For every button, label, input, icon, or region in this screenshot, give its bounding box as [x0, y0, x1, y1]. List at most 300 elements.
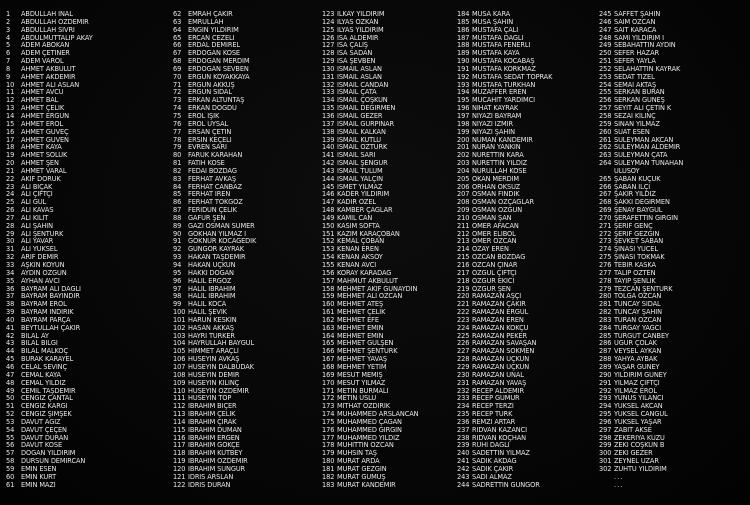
item-number: 258	[599, 112, 612, 120]
list-item	[599, 372, 725, 380]
item-number: 252	[599, 65, 612, 73]
item-name: ŞİNASİ TOKMAK	[614, 254, 665, 262]
item-name: ALİ BIÇAK	[21, 183, 53, 191]
item-number: 35	[6, 277, 15, 285]
item-number: 221	[457, 301, 470, 309]
item-name: MUHAMMED YILDIZ	[337, 434, 400, 442]
item-number: 145	[322, 183, 335, 191]
list-item	[457, 293, 583, 301]
list-item	[173, 199, 299, 207]
item-name: İSMAİL ASLAN	[337, 65, 382, 73]
item-name: METİN USLU	[337, 395, 377, 403]
list-item	[599, 223, 725, 231]
list-item	[457, 191, 583, 199]
item-name: MESUT YILMAZ	[337, 379, 386, 387]
list-item	[6, 238, 132, 246]
item-number: 131	[322, 73, 335, 81]
list-item	[173, 89, 299, 97]
list-item	[599, 411, 725, 419]
item-number: 41	[6, 324, 15, 332]
item-number: 54	[6, 426, 15, 434]
item-number: 68	[173, 58, 182, 66]
item-name: ALİ ŞAHİN	[21, 222, 53, 230]
list-item	[6, 380, 132, 388]
item-name: FEDAİ BOZDAĞ	[188, 167, 237, 175]
list-item	[173, 144, 299, 152]
item-number: 155	[322, 262, 335, 269]
item-number: 214	[457, 246, 470, 254]
list-item	[599, 466, 725, 474]
list-item	[6, 419, 132, 427]
list-item	[6, 403, 132, 411]
list-item	[599, 474, 725, 482]
list-item	[173, 50, 299, 58]
item-name: EROL IŞIK	[188, 112, 220, 120]
list-item	[457, 231, 583, 239]
item-name: İSA ŞEVBEN	[337, 58, 376, 66]
list-item	[322, 137, 448, 145]
list-item	[599, 231, 725, 239]
list-item	[173, 262, 299, 270]
list-item	[457, 254, 583, 262]
item-name: ABDÜLMUTTALİP AKAY	[21, 34, 93, 42]
list-item	[599, 317, 725, 325]
item-name: ABDULLAH ÖZDEMİR	[21, 18, 89, 26]
list-item	[322, 333, 448, 341]
item-name: SERKAN GÜNEŞ	[614, 97, 665, 105]
item-number: 202	[457, 152, 470, 160]
item-name: HÜSEYİN DALBUDAK	[188, 363, 254, 371]
item-number: 14	[6, 112, 15, 120]
list-item	[322, 458, 448, 466]
list-item	[599, 254, 725, 262]
list-item	[322, 442, 448, 450]
list-item	[599, 199, 725, 207]
list-item	[6, 19, 132, 27]
item-number: 179	[322, 450, 335, 458]
item-name: HÜSEYİN AVKAŞ	[188, 356, 240, 364]
item-name: TOLGA ÖZCAN	[614, 293, 662, 301]
list-item	[599, 129, 725, 137]
item-number: 291	[599, 379, 612, 387]
item-number: 151	[322, 230, 335, 238]
item-number: 168	[322, 363, 335, 371]
item-name: ERGÜN AKKUŞ	[188, 81, 235, 89]
item-number: 55	[6, 434, 15, 442]
item-name: ZEKERİYA KUZU	[614, 434, 665, 442]
item-number: 266	[599, 183, 612, 191]
item-name: MUHSİN TAŞ	[337, 450, 377, 458]
list-item	[599, 215, 725, 223]
list-item	[457, 435, 583, 443]
item-name: MUSA ŞAHİN	[472, 18, 514, 26]
list-item	[457, 411, 583, 419]
item-number: 213	[457, 238, 470, 246]
item-name: İSMAİL ÇOŞKUN	[337, 97, 388, 105]
list-item	[173, 435, 299, 443]
item-name: EMİN KURT	[21, 473, 57, 481]
item-number: 241	[457, 458, 470, 466]
list-item	[457, 270, 583, 278]
item-name: İSMAİL TULUM	[337, 167, 383, 175]
item-name: ADEM VAROL	[21, 58, 64, 66]
item-number: 271	[599, 222, 612, 230]
item-number: 277	[599, 269, 612, 277]
list-item	[173, 137, 299, 145]
item-number: 211	[457, 222, 470, 230]
list-item	[599, 89, 725, 97]
list-item	[173, 168, 299, 176]
item-name: ERSAN ÇETİN	[188, 128, 232, 136]
item-name: RECEP GÜMÜR	[472, 395, 520, 403]
list-item	[599, 348, 725, 356]
list-item	[6, 450, 132, 458]
list-item	[322, 74, 448, 82]
item-number: 134	[322, 97, 335, 105]
list-item	[6, 317, 132, 325]
list-item	[599, 435, 725, 443]
item-number: 108	[173, 371, 186, 379]
item-name: MEHMET ALİ ÖZCAN	[337, 293, 403, 301]
item-number: 136	[322, 112, 335, 120]
list-item	[322, 58, 448, 66]
item-number: 81	[173, 160, 182, 168]
list-item	[6, 286, 132, 294]
list-item	[173, 348, 299, 356]
item-number: 157	[322, 277, 335, 285]
item-number: 272	[599, 230, 612, 238]
item-number: 203	[457, 160, 470, 168]
item-name: SAFFET ŞAHİN	[614, 11, 661, 18]
list-item	[173, 19, 299, 27]
list-item	[457, 199, 583, 207]
item-number: 39	[6, 309, 15, 317]
list-item	[6, 199, 132, 207]
item-number: 198	[457, 120, 470, 128]
item-number: 280	[599, 293, 612, 301]
list-item	[173, 207, 299, 215]
item-name: RAMAZAN UÇKUN	[472, 356, 530, 364]
item-name: ŞENAY BAYGÜL	[614, 207, 663, 215]
list-item	[457, 66, 583, 74]
item-name: KENAN EREN	[337, 246, 379, 254]
item-name: MURAT GÜMÜŞ	[337, 473, 386, 481]
list-item	[6, 474, 132, 482]
list-item	[599, 238, 725, 246]
item-name: ENGİN YILDIRIM	[188, 26, 239, 34]
item-name: HÜSEYİN TOP	[188, 395, 232, 403]
item-number: 138	[322, 128, 335, 136]
item-name: İBRAHİM GÖKÇE	[188, 442, 240, 450]
item-number: 100	[173, 309, 186, 317]
list-item	[599, 176, 725, 184]
item-name: ABDULLAH SİVRİ	[21, 26, 75, 34]
item-number: 104	[173, 340, 186, 348]
item-number: 212	[457, 230, 470, 238]
item-number: 66	[173, 42, 182, 50]
name-column-4	[457, 11, 583, 489]
list-item	[173, 317, 299, 325]
item-name: HİMMET ARAÇLI	[188, 348, 239, 356]
item-name: İLYAS ÖZKAN	[337, 18, 379, 26]
item-number: 51	[6, 403, 15, 411]
list-item	[599, 419, 725, 427]
list-item	[457, 442, 583, 450]
item-name: MEHMET AKİF GÜNAYDIN	[337, 285, 418, 293]
item-number: 286	[599, 340, 612, 348]
list-item	[6, 160, 132, 168]
item-number: 114	[173, 418, 186, 426]
item-number: 265	[599, 175, 612, 183]
item-number: 24	[6, 191, 15, 199]
item-name: AYDIN ÖZGÜN	[21, 269, 67, 277]
item-name: AHMET GÜVEN	[21, 136, 69, 144]
list-item	[173, 231, 299, 239]
list-item	[457, 82, 583, 90]
item-name: MURAT ARDA	[337, 458, 380, 466]
list-item	[173, 395, 299, 403]
list-item	[599, 356, 725, 364]
item-number: 122	[173, 481, 186, 489]
list-item	[599, 184, 725, 192]
item-name: HAYRULLAH BAYGÜL	[188, 340, 255, 348]
list-item	[173, 427, 299, 435]
item-number: 178	[322, 442, 335, 450]
item-name: METİN BURMALI	[337, 387, 389, 395]
item-number: 130	[322, 65, 335, 73]
list-item	[6, 82, 132, 90]
list-item	[322, 160, 448, 168]
list-item	[599, 50, 725, 58]
list-item	[322, 301, 448, 309]
item-name: ALİ YAVAR	[21, 238, 54, 246]
list-item	[599, 278, 725, 286]
item-number: 70	[173, 73, 182, 81]
list-item	[457, 246, 583, 254]
item-name: İBRAHİM ÖZDEMİR	[188, 458, 248, 466]
item-name: İBRAHİM ÇIRAK	[188, 418, 237, 426]
list-item	[173, 474, 299, 482]
item-name: ERSİN KEÇELİ	[188, 136, 232, 144]
item-number: 58	[6, 458, 15, 466]
list-item	[173, 176, 299, 184]
item-name: YÜKSEL CANGÜL	[614, 411, 668, 419]
item-name: İDRİS ARSLAN	[188, 473, 234, 481]
list-item	[457, 42, 583, 50]
item-name: SERKAN BURAN	[614, 89, 665, 97]
list-item	[599, 333, 725, 341]
item-number: 164	[322, 332, 335, 340]
item-name: İSMAİL GEZER	[337, 112, 383, 120]
list-item	[173, 246, 299, 254]
item-number: 196	[457, 105, 470, 113]
item-number: 204	[457, 167, 470, 175]
list-item	[599, 270, 725, 278]
item-number: 16	[6, 128, 15, 136]
list-item	[457, 11, 583, 19]
item-name: TURGAY YAĞCI	[614, 324, 662, 332]
list-item	[599, 380, 725, 388]
list-item	[599, 207, 725, 215]
item-number: 259	[599, 120, 612, 128]
list-item	[173, 113, 299, 121]
list-item	[173, 309, 299, 317]
item-name: ERGÜN KOYAKKAYA	[188, 73, 250, 81]
list-item	[173, 372, 299, 380]
item-name: İBRAHİM KUTBEY	[188, 450, 243, 458]
item-name: İSA ÇALIŞ	[337, 42, 368, 50]
item-name: MUSTAFA FENERLİ	[472, 42, 531, 50]
list-item	[457, 325, 583, 333]
list-item	[6, 301, 132, 309]
item-number: 43	[6, 340, 15, 348]
item-name: EMİN MAZI	[21, 481, 56, 489]
list-item	[599, 309, 725, 317]
list-item	[457, 482, 583, 490]
item-name: MEHMET ATEŞ	[337, 301, 384, 309]
item-name: SADRETTİN GÜNGÖR	[472, 481, 540, 489]
item-number: 110	[173, 387, 186, 395]
item-number: 141	[322, 152, 335, 160]
item-name: DAVUT DURAN	[21, 434, 69, 442]
item-number: 32	[6, 254, 15, 262]
item-number: 25	[6, 199, 15, 207]
item-number: 177	[322, 434, 335, 442]
list-item	[599, 450, 725, 458]
item-number: 65	[173, 34, 182, 42]
list-item	[457, 223, 583, 231]
item-name: ÖZGÜL ÇİFTÇİ	[472, 269, 517, 277]
item-name: NURAN YANKIN	[472, 144, 521, 152]
item-name: FERHAT AVKAŞ	[188, 175, 236, 183]
item-number: 162	[322, 316, 335, 324]
item-name: MUHAMMED ARSLANCAN	[337, 411, 419, 419]
item-name: ZEKİ GEZER	[614, 450, 653, 458]
item-name: SÜLEYMAN ÇATA	[614, 152, 668, 160]
item-number: 299	[599, 442, 612, 450]
item-number: 154	[322, 254, 335, 262]
item-name: HAKKI DOĞAN	[188, 269, 234, 277]
item-number: 69	[173, 65, 182, 73]
item-number: 194	[457, 89, 470, 97]
item-name: CENGİZ ŞİMŞEK	[21, 411, 72, 419]
item-name: YUNUS YILANCI	[614, 395, 664, 403]
item-number: 187	[457, 34, 470, 42]
item-number: 8	[6, 65, 11, 73]
item-number: 264	[599, 160, 612, 168]
list-item	[173, 301, 299, 309]
item-number: 220	[457, 293, 470, 301]
list-item	[599, 144, 725, 152]
item-name: SAİT KARACA	[614, 26, 657, 34]
item-number: 182	[322, 473, 335, 481]
list-item	[6, 191, 132, 199]
list-item	[6, 144, 132, 152]
item-number: 273	[599, 238, 612, 246]
item-name: RECEP TERZİ	[472, 403, 514, 411]
list-item	[6, 262, 132, 270]
item-name: MUSTAFA KORKMAZ	[472, 65, 536, 73]
list-item	[6, 137, 132, 145]
list-item	[173, 388, 299, 396]
item-name: SAİM ÖZCAN	[614, 18, 656, 26]
item-name: İSMAİL ŞENGÜR	[337, 160, 388, 168]
item-number: 89	[173, 222, 182, 230]
item-name: NİYAZİ ŞAHİN	[472, 128, 515, 136]
item-number: 77	[173, 128, 182, 136]
item-number: 34	[6, 269, 15, 277]
list-item	[173, 27, 299, 35]
list-item	[322, 144, 448, 152]
item-number: 62	[173, 11, 182, 18]
list-item	[457, 340, 583, 348]
list-item	[599, 137, 725, 145]
item-number: 245	[599, 11, 612, 18]
item-number: 115	[173, 426, 186, 434]
list-item	[322, 450, 448, 458]
item-name: MUZAFFER EREN	[472, 89, 527, 97]
item-name: RAMAZAN UÇKUN	[472, 363, 530, 371]
item-number: 230	[457, 371, 470, 379]
list-item	[322, 207, 448, 215]
list-item	[457, 333, 583, 341]
list-item	[6, 435, 132, 443]
item-name: CENGİZ KARGI	[21, 403, 68, 411]
list-item	[6, 270, 132, 278]
item-name: TUNCAY SIDAL	[614, 301, 661, 309]
item-number: 74	[173, 105, 182, 113]
item-number: 119	[173, 458, 186, 466]
item-name: AHMET SOLUK	[21, 152, 68, 160]
item-number: 129	[322, 58, 335, 66]
item-name: ZEKİ COŞKUN B	[614, 442, 665, 450]
item-number: 190	[457, 58, 470, 66]
list-item	[457, 466, 583, 474]
item-name: ORHAN ÖKSÜZ	[472, 183, 521, 191]
item-name: CEMAL KAYA	[21, 371, 61, 379]
item-number: 146	[322, 191, 335, 199]
list-item	[173, 160, 299, 168]
item-number: 235	[457, 411, 470, 419]
item-number: 120	[173, 465, 186, 473]
item-number: 57	[6, 450, 15, 458]
item-name: BURAK KARAYEL	[21, 356, 74, 364]
item-number: 189	[457, 50, 470, 58]
list-item	[457, 238, 583, 246]
list-item	[173, 74, 299, 82]
item-name: SEMAİ AKTAŞ	[614, 81, 657, 89]
item-number: 276	[599, 262, 612, 269]
item-name: SADİ ALMAZ	[472, 473, 512, 481]
item-number: 142	[322, 160, 335, 168]
item-number: 87	[173, 207, 182, 215]
item-number: 274	[599, 246, 612, 254]
item-name: İSMAİL YALÇIN	[337, 175, 383, 183]
list-item	[6, 254, 132, 262]
item-name: NURULLAH KÖSE	[472, 167, 527, 175]
list-item	[173, 293, 299, 301]
item-name: ŞERİF GEZGİN	[614, 230, 660, 238]
item-name: ŞAKİR YILDIZ	[614, 191, 656, 199]
item-name: MEHMET GÜLŞEN	[337, 340, 394, 348]
item-name: CENGİZ ÇANTAL	[21, 395, 73, 403]
list-item	[6, 89, 132, 97]
item-name: EMRULLAH	[188, 18, 224, 26]
item-number: 169	[322, 371, 335, 379]
item-number: 160	[322, 301, 335, 309]
item-name: AHMET KAYA	[21, 144, 62, 152]
list-item	[6, 309, 132, 317]
